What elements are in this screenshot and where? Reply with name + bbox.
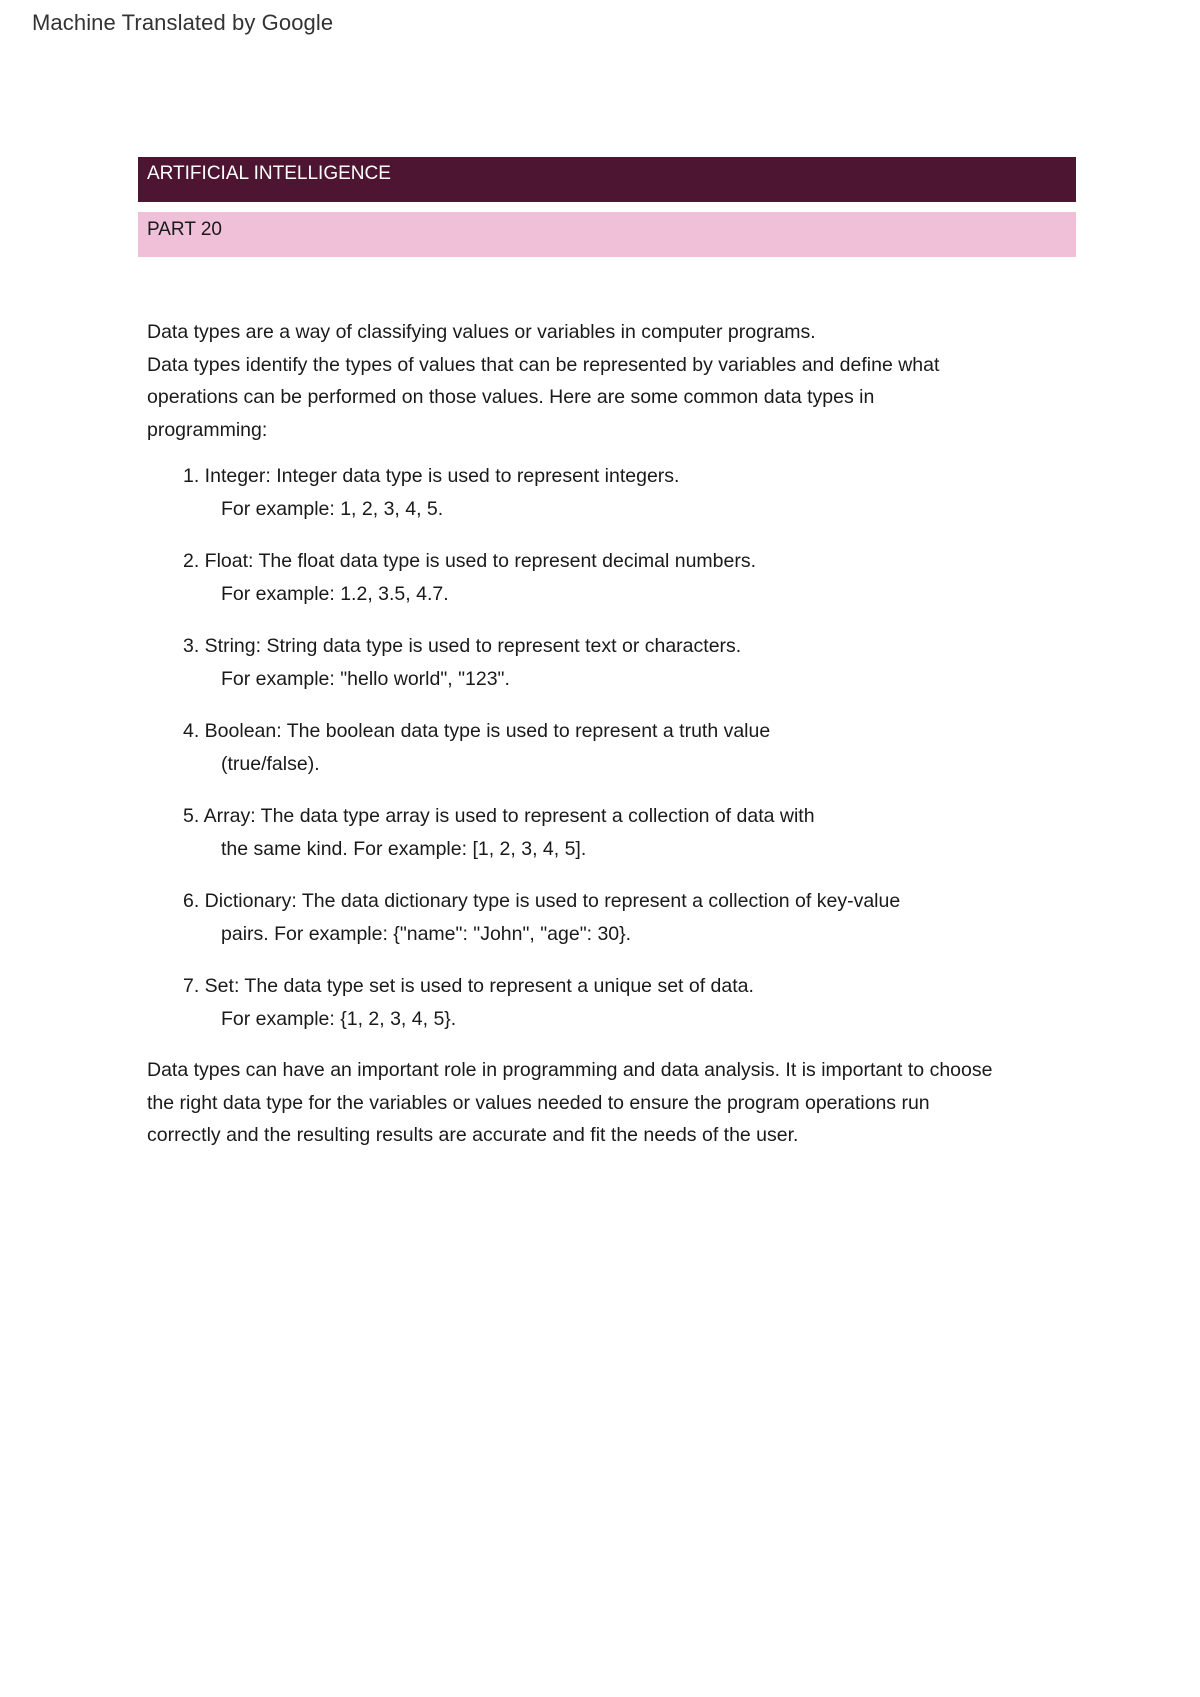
list-item-example: For example: "hello world", "123". (221, 667, 510, 690)
list-item-example: For example: 1.2, 3.5, 4.7. (221, 582, 449, 605)
document-body (147, 316, 1077, 1152)
section-title-banner: ARTIFICIAL INTELLIGENCE (138, 157, 1076, 202)
closing-line: Data types can have an important role in programming and data analysis. It is important to choose (147, 1059, 993, 1081)
list-item-definition: 4. Boolean: The boolean data type is used to represent a truth value (183, 720, 771, 742)
list-item-example: For example: {1, 2, 3, 4, 5}. (221, 1007, 457, 1030)
list-item-example: the same kind. For example: [1, 2, 3, 4, 5]. (221, 837, 587, 860)
machine-translation-watermark: Machine Translated by Google (32, 10, 334, 35)
intro-line: Data types identify the types of values that can be represented by variables and define what (147, 353, 940, 376)
intro-line: programming: (147, 418, 268, 441)
list-item-definition: 1. Integer: Integer data type is used to represent integers. (183, 465, 680, 487)
list-item-definition: 5. Array: The data type array is used to represent a collection of data with (183, 805, 815, 827)
intro-paragraph (147, 316, 1077, 446)
list-item (147, 715, 1077, 780)
list-item (147, 885, 1077, 950)
closing-line: the right data type for the variables or values needed to ensure the program operations run (147, 1091, 930, 1114)
list-item-definition: 6. Dictionary: The data dictionary type is used to represent a collection of key-value (183, 890, 901, 912)
list-item (147, 460, 1077, 525)
intro-line: operations can be performed on those values. Here are some common data types in (147, 386, 875, 408)
list-item (147, 630, 1077, 695)
part-number-banner: PART 20 (138, 212, 1076, 257)
intro-line: Data types are a way of classifying values or variables in computer programs. (147, 321, 816, 343)
list-item (147, 545, 1077, 610)
list-item-example: For example: 1, 2, 3, 4, 5. (221, 497, 444, 520)
list-item-definition: 7. Set: The data type set is used to represent a unique set of data. (183, 975, 754, 997)
data-types-list (147, 460, 1077, 1035)
list-item (147, 970, 1077, 1035)
list-item (147, 800, 1077, 865)
closing-paragraph (147, 1054, 1077, 1152)
list-item-definition: 3. String: String data type is used to represent text or characters. (183, 635, 742, 657)
closing-line: correctly and the resulting results are accurate and fit the needs of the user. (147, 1124, 799, 1146)
list-item-example: pairs. For example: {"name": "John", "age": 30}. (221, 922, 632, 945)
list-item-example: (true/false). (221, 752, 320, 775)
list-item-definition: 2. Float: The float data type is used to represent decimal numbers. (183, 550, 757, 572)
